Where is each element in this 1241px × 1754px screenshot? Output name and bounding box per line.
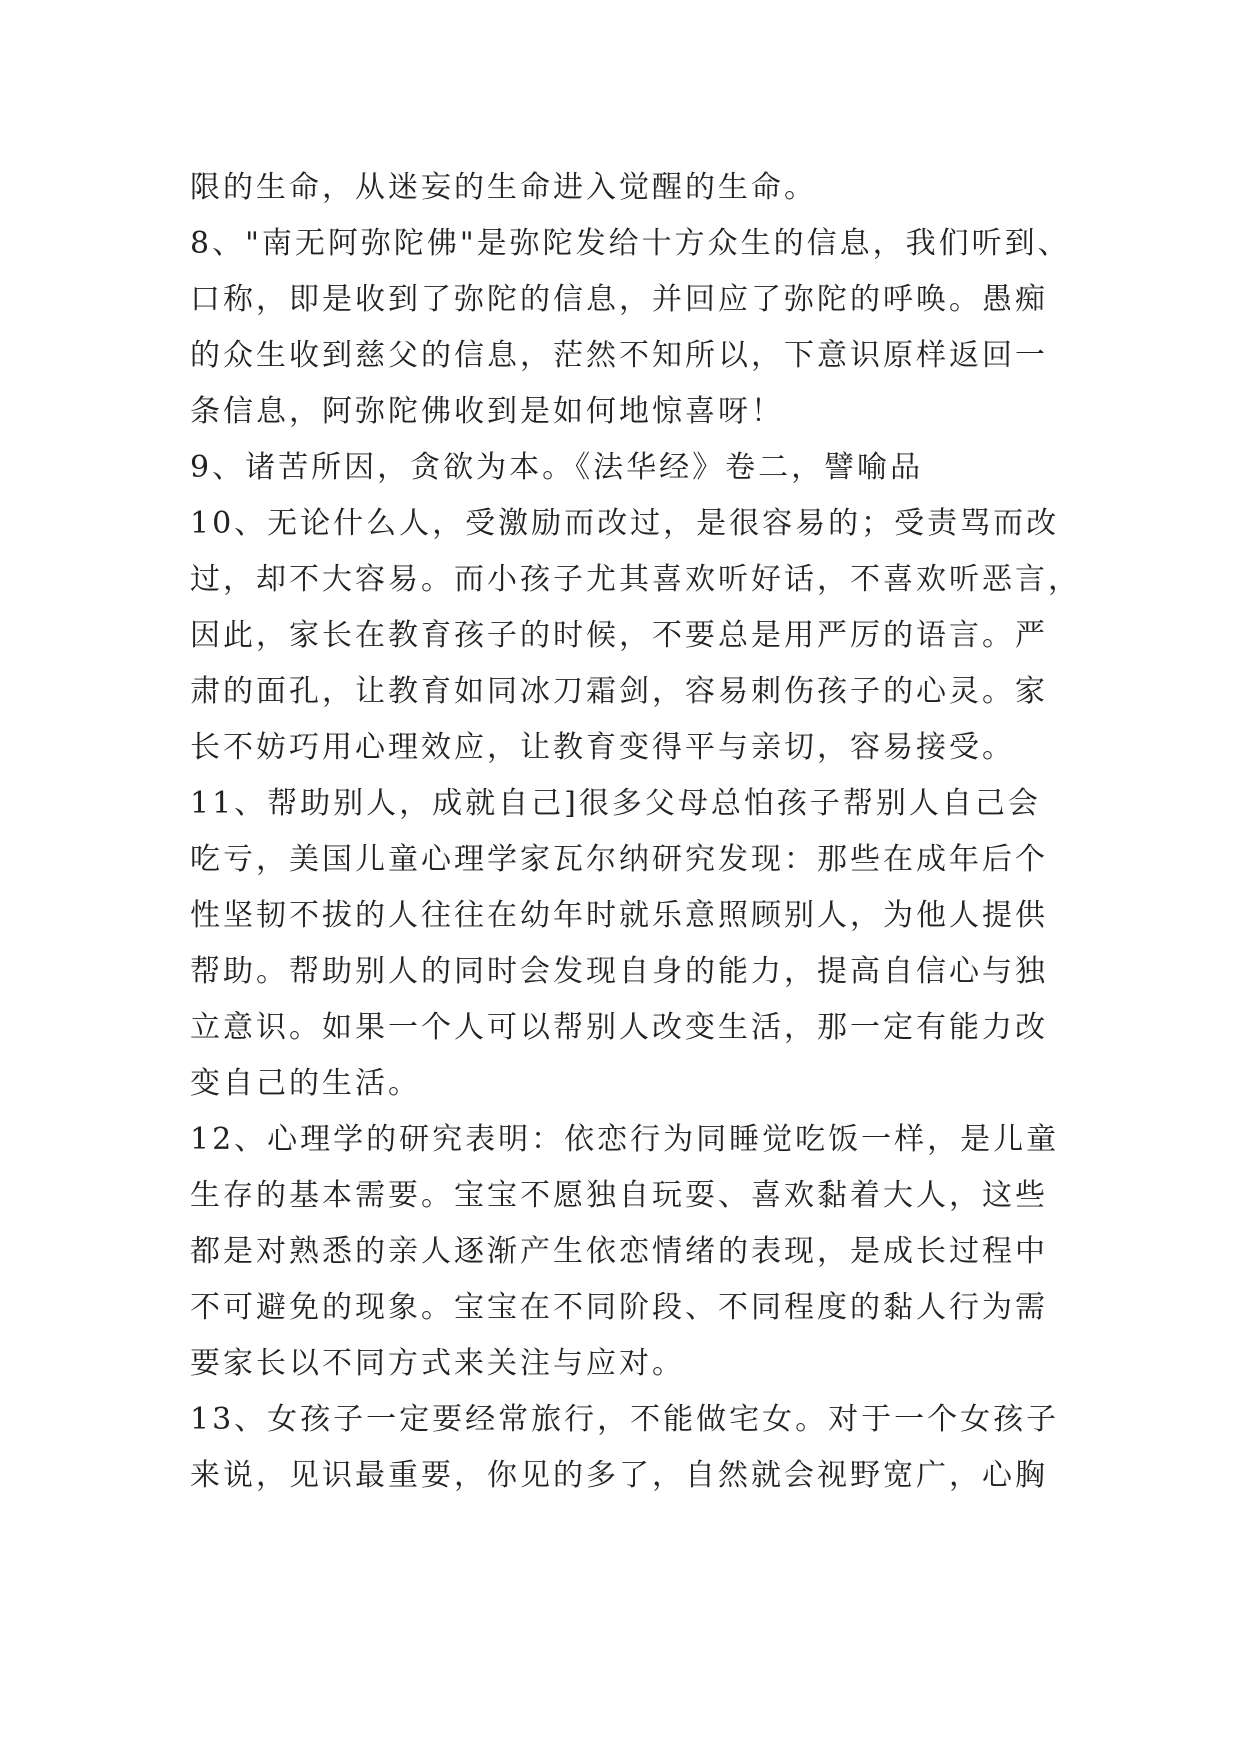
text-line: 不可避免的现象。宝宝在不同阶段、不同程度的黏人行为需 [190,1290,1048,1325]
text-line: 吃亏，美国儿童心理学家瓦尔纳研究发现：那些在成年后个 [190,842,1048,877]
text-line: 肃的面孔，让教育如同冰刀霜剑，容易刺伤孩子的心灵。家 [190,674,1048,709]
text-line: 条信息，阿弥陀佛收到是如何地惊喜呀！ [190,394,784,429]
text-line: 13、女孩子一定要经常旅行，不能做宅女。对于一个女孩子 [190,1402,1060,1437]
text-line: 口称，即是收到了弥陀的信息，并回应了弥陀的呼唤。愚痴 [190,282,1048,317]
text-line: 11、帮助别人，成就自己]很多父母总怕孩子帮别人自己会 [190,786,1041,821]
text-line: 10、无论什么人，受激励而改过，是很容易的；受责骂而改 [190,506,1060,541]
text-line: 限的生命，从迷妄的生命进入觉醒的生命。 [190,170,817,205]
text-line: 要家长以不同方式来关注与应对。 [190,1346,685,1381]
text-line: 都是对熟悉的亲人逐渐产生依恋情绪的表现，是成长过程中 [190,1234,1048,1269]
text-line: 长不妨巧用心理效应，让教育变得平与亲切，容易接受。 [190,730,1015,765]
text-line: 性坚韧不拔的人往往在幼年时就乐意照顾别人，为他人提供 [190,898,1048,933]
text-line: 12、心理学的研究表明：依恋行为同睡觉吃饭一样，是儿童 [190,1122,1060,1157]
document-body [190,160,1081,1504]
text-line: 8、"南无阿弥陀佛"是弥陀发给十方众生的信息，我们听到、 [190,226,1071,261]
text-line: 来说，见识最重要，你见的多了，自然就会视野宽广，心胸 [190,1458,1048,1493]
text-line: 帮助。帮助别人的同时会发现自身的能力，提高自信心与独 [190,954,1048,989]
text-line: 生存的基本需要。宝宝不愿独自玩耍、喜欢黏着大人，这些 [190,1178,1048,1213]
text-line: 因此，家长在教育孩子的时候，不要总是用严厉的语言。严 [190,618,1048,653]
text-line: 的众生收到慈父的信息，茫然不知所以，下意识原样返回一 [190,338,1048,373]
text-line: 9、诸苦所因，贪欲为本。《法华经》卷二，譬喻品 [190,450,924,485]
text-line: 立意识。如果一个人可以帮别人改变生活，那一定有能力改 [190,1010,1048,1045]
text-line: 变自己的生活。 [190,1066,421,1101]
text-line: 过，却不大容易。而小孩子尤其喜欢听好话，不喜欢听恶言， [190,562,1081,597]
